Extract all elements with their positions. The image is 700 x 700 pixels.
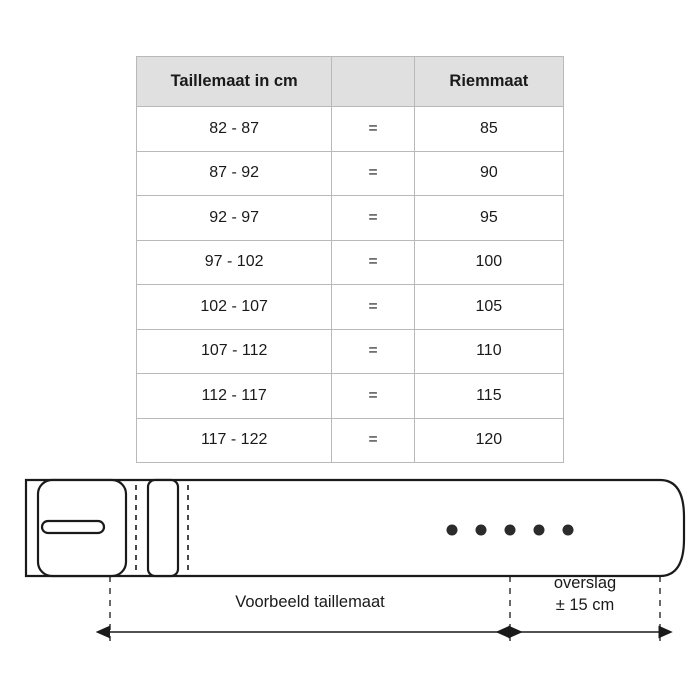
cell-equals: = — [332, 107, 414, 152]
table-row — [137, 240, 564, 285]
cell-belt: 100 — [414, 240, 563, 285]
cell-waist: 92 - 97 — [137, 196, 332, 241]
table-header-row — [137, 57, 564, 107]
cell-waist: 97 - 102 — [137, 240, 332, 285]
cell-belt: 105 — [414, 285, 563, 330]
cell-belt: 120 — [414, 418, 563, 463]
cell-waist: 87 - 92 — [137, 151, 332, 196]
table-row — [137, 151, 564, 196]
cell-waist: 112 - 117 — [137, 374, 332, 419]
cell-belt: 95 — [414, 196, 563, 241]
buckle-prong-icon — [42, 521, 104, 533]
cell-waist: 82 - 87 — [137, 107, 332, 152]
belt-keeper-loop-icon — [148, 480, 178, 576]
cell-belt: 90 — [414, 151, 563, 196]
table-row — [137, 329, 564, 374]
belt-illustration — [0, 455, 700, 700]
table-row — [137, 107, 564, 152]
belt-hole — [563, 525, 574, 536]
overlap-label-line1: overslag — [553, 574, 617, 592]
cell-equals: = — [332, 418, 414, 463]
belt-hole — [476, 525, 487, 536]
belt-hole — [534, 525, 545, 536]
cell-belt: 110 — [414, 329, 563, 374]
cell-belt: 85 — [414, 107, 563, 152]
cell-equals: = — [332, 151, 414, 196]
column-header-equals — [332, 57, 414, 107]
cell-equals: = — [332, 329, 414, 374]
belt-hole — [447, 525, 458, 536]
cell-waist: 107 - 112 — [137, 329, 332, 374]
table-header — [137, 57, 564, 107]
column-header-waist: Taillemaat in cm — [137, 57, 332, 107]
cell-equals: = — [332, 196, 414, 241]
cell-belt: 115 — [414, 374, 563, 419]
cell-waist: 102 - 107 — [137, 285, 332, 330]
size-chart-table — [136, 56, 564, 463]
table-body — [137, 107, 564, 463]
waist-measure-label: Voorbeeld taillemaat — [235, 593, 385, 611]
cell-equals: = — [332, 285, 414, 330]
size-chart-table-container — [136, 56, 564, 463]
cell-waist: 117 - 122 — [137, 418, 332, 463]
table-row — [137, 374, 564, 419]
overlap-label-line2: ± 15 cm — [555, 596, 615, 614]
belt-diagram-container — [0, 455, 700, 700]
table-row — [137, 285, 564, 330]
belt-hole — [505, 525, 516, 536]
column-header-belt: Riemmaat — [414, 57, 563, 107]
cell-equals: = — [332, 240, 414, 285]
cell-equals: = — [332, 374, 414, 419]
table-row — [137, 196, 564, 241]
